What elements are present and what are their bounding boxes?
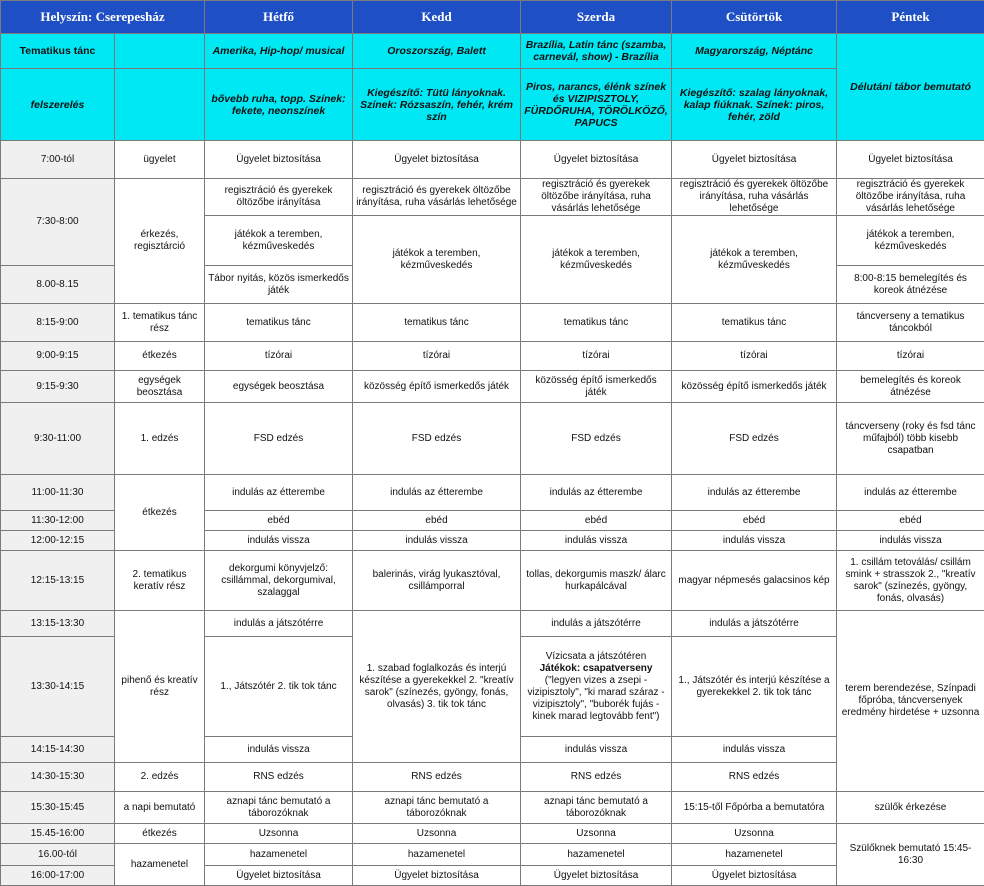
time-cell: 14:30-15:30 [1,763,115,792]
schedule-cell: dekorgumi könyvjelző: csillámmal, dekorgumival, szalaggal [205,551,353,611]
time-cell: 13:30-14:15 [1,637,115,737]
equipment-monday: bővebb ruha, topp. Színek: fekete, neonszínek [205,69,353,141]
schedule-cell: Ügyelet biztosítása [205,141,353,179]
schedule-cell: 1., Játszótér 2. tik tok tánc [205,637,353,737]
schedule-cell: tízórai [205,342,353,371]
schedule-cell: Ügyelet biztosítása [353,866,521,886]
schedule-cell: aznapi tánc bemutató a táborozóknak [521,792,672,824]
schedule-cell: indulás vissza [672,737,837,763]
equipment-row [1,69,984,141]
schedule-cell: Uzsonna [521,824,672,844]
schedule-cell: indulás vissza [205,737,353,763]
schedule-cell: Tábor nyitás, közös ismerkedős játék [205,266,353,304]
theme-wednesday: Brazília, Latin tánc (szamba, carnevál, show) - Brazília [521,34,672,69]
schedule-cell: hazamenetel [521,844,672,866]
schedule-cell: balerinás, virág lyukasztóval, csillámporral [353,551,521,611]
table-row [1,342,984,371]
schedule-cell: indulás a játszótérre [521,611,672,637]
schedule-cell: tematikus tánc [672,304,837,342]
activity-cell: 1. edzés [115,403,205,475]
schedule-cell: játékok a teremben, kézműveskedés [353,216,521,304]
day-header-wednesday: Szerda [521,1,672,34]
time-cell: 8:15-9:00 [1,304,115,342]
time-cell: 16:00-17:00 [1,866,115,886]
empty-cell [115,69,205,141]
games-text: ("legyen vizes a zsepi - vizipisztoly", "ki marad száraz - vizipisztoly", "buborék fujás - kinek marad legtovább fent") [524,675,668,723]
time-cell: 7:30-8:00 [1,179,115,266]
schedule-cell: ebéd [521,511,672,531]
table-row [1,141,984,179]
schedule-cell: RNS edzés [672,763,837,792]
table-row [1,304,984,342]
empty-cell [115,34,205,69]
schedule-cell: tízórai [353,342,521,371]
schedule-cell: indulás az étterembe [837,475,984,511]
schedule-cell: Uzsonna [672,824,837,844]
time-cell: 11:30-12:00 [1,511,115,531]
time-cell: 9:30-11:00 [1,403,115,475]
games-label: Játékok: csapatverseny [524,663,668,675]
schedule-cell: Ügyelet biztosítása [353,141,521,179]
theme-label: Tematikus tánc [1,34,115,69]
schedule-cell: tematikus tánc [521,304,672,342]
schedule-cell: indulás az étterembe [672,475,837,511]
schedule-cell: táncverseny (roky és fsd tánc műfajból) több kisebb csapatban [837,403,984,475]
activity-cell: étkezés [115,342,205,371]
activity-cell: étkezés [115,824,205,844]
schedule-cell: közösség építő ismerkedős játék [353,371,521,403]
equipment-tuesday: Kiegészítő: Tütü lányoknak. Színek: Rózsaszín, fehér, krém szín [353,69,521,141]
schedule-cell: Ügyelet biztosítása [672,866,837,886]
schedule-cell: 15:15-től Főpórba a bemutatóra [672,792,837,824]
schedule-cell: táncverseny a tematikus táncokból [837,304,984,342]
schedule-cell: Uzsonna [205,824,353,844]
schedule-cell: ebéd [205,511,353,531]
time-cell: 15.45-16:00 [1,824,115,844]
schedule-cell: játékok a teremben, kézműveskedés [837,216,984,266]
theme-friday: Délutáni tábor bemutató [837,34,984,141]
schedule-cell: Ügyelet biztosítása [521,866,672,886]
schedule-cell: FSD edzés [672,403,837,475]
schedule-cell: 1. csillám tetoválás/ csillám smink + strasszok 2., "kreatív sarok" (színezés, gyöngy, fonás, olvasás) [837,551,984,611]
schedule-cell: játékok a teremben, kézműveskedés [521,216,672,304]
schedule-cell-wednesday-water [521,637,672,737]
activity-cell: hazamenetel [115,844,205,886]
schedule-cell: aznapi tánc bemutató a táborozóknak [353,792,521,824]
equipment-label: felszerelés [1,69,115,141]
table-row [1,824,984,844]
schedule-cell: regisztráció és gyerekek öltözőbe irányítása, ruha vásárlás lehetősége [353,179,521,216]
schedule-cell: Ügyelet biztosítása [837,141,984,179]
location-header: Helyszín: Cserepesház [1,1,205,34]
schedule-cell: Uzsonna [353,824,521,844]
time-cell: 16.00-tól [1,844,115,866]
schedule-cell: indulás vissza [521,531,672,551]
schedule-cell: regisztráció és gyerekek öltözőbe irányítása, ruha vásárlás lehetősége [837,179,984,216]
activity-cell: érkezés, regisztárció [115,179,205,304]
table-row [1,792,984,824]
schedule-cell: indulás vissza [353,531,521,551]
table-row [1,371,984,403]
day-header-friday: Péntek [837,1,984,34]
table-row [1,763,984,792]
table-row [1,551,984,611]
schedule-cell: közösség építő ismerkedős játék [672,371,837,403]
schedule-cell: játékok a teremben, kézműveskedés [205,216,353,266]
theme-tuesday: Oroszország, Balett [353,34,521,69]
activity-cell: 2. tematikus keratív rész [115,551,205,611]
schedule-cell: egységek beosztása [205,371,353,403]
schedule-cell: FSD edzés [521,403,672,475]
schedule-cell: regisztráció és gyerekek öltözőbe irányítása, ruha vásárlás lehetősége [672,179,837,216]
schedule-cell: indulás a játszótérre [205,611,353,637]
activity-cell: a napi bemutató [115,792,205,824]
schedule-cell: aznapi tánc bemutató a táborozóknak [205,792,353,824]
time-cell: 12:15-13:15 [1,551,115,611]
schedule-cell: hazamenetel [205,844,353,866]
schedule-cell: RNS edzés [353,763,521,792]
water-fight-text: Vízicsata a játszótéren [524,651,668,663]
schedule-cell: közösség építő ismerkedős játék [521,371,672,403]
schedule-cell: tízórai [672,342,837,371]
schedule-cell: Ügyelet biztosítása [205,866,353,886]
time-cell: 11:00-11:30 [1,475,115,511]
activity-cell: 1. tematikus tánc rész [115,304,205,342]
time-cell: 13:15-13:30 [1,611,115,637]
table-row [1,844,984,866]
day-header-monday: Hétfő [205,1,353,34]
schedule-cell: indulás vissza [837,531,984,551]
schedule-cell: ebéd [353,511,521,531]
schedule-cell: indulás a játszótérre [672,611,837,637]
schedule-cell: ebéd [837,511,984,531]
schedule-cell: regisztráció és gyerekek öltözőbe irányítása [205,179,353,216]
schedule-cell: Szülőknek bemutató 15:45-16:30 [837,824,984,886]
schedule-cell: indulás az étterembe [521,475,672,511]
table-row [1,403,984,475]
time-cell: 7:00-tól [1,141,115,179]
time-cell: 14:15-14:30 [1,737,115,763]
time-cell: 12:00-12:15 [1,531,115,551]
schedule-cell: tízórai [837,342,984,371]
equipment-wednesday: Piros, narancs, élénk színek és VIZIPISZTOLY, FÜRDŐRUHA, TÖRÖLKÖZŐ, PAPUCS [521,69,672,141]
schedule-cell: tízórai [521,342,672,371]
activity-cell: étkezés [115,475,205,551]
schedule-cell: regisztráció és gyerekek öltözőbe irányítása, ruha vásárlás lehetősége [521,179,672,216]
day-header-thursday: Csütörtök [672,1,837,34]
schedule-cell: FSD edzés [205,403,353,475]
time-cell: 15:30-15:45 [1,792,115,824]
schedule-cell: Ügyelet biztosítása [672,141,837,179]
schedule-cell: szülők érkezése [837,792,984,824]
schedule-cell: bemelegítés és koreok átnézése [837,371,984,403]
schedule-cell: hazamenetel [672,844,837,866]
day-header-tuesday: Kedd [353,1,521,34]
time-cell: 9:00-9:15 [1,342,115,371]
schedule-cell: indulás az étterembe [205,475,353,511]
schedule-cell: RNS edzés [521,763,672,792]
schedule-cell: indulás vissza [672,531,837,551]
time-cell: 8.00-8.15 [1,266,115,304]
schedule-cell: tematikus tánc [205,304,353,342]
table-row [1,611,984,637]
schedule-cell: Ügyelet biztosítása [521,141,672,179]
schedule-cell: tematikus tánc [353,304,521,342]
schedule-cell: játékok a teremben, kézműveskedés [672,216,837,304]
table-row [1,475,984,511]
schedule-cell: indulás az étterembe [353,475,521,511]
schedule-cell: magyar népmesés galacsinos kép [672,551,837,611]
schedule-cell: FSD edzés [353,403,521,475]
schedule-cell: hazamenetel [353,844,521,866]
schedule-cell: 8:00-8:15 bemelegítés és koreok átnézése [837,266,984,304]
table-row [1,179,984,216]
schedule-cell: RNS edzés [205,763,353,792]
theme-monday: Amerika, Hip-hop/ musical [205,34,353,69]
activity-cell: ügyelet [115,141,205,179]
schedule-cell: 1., Játszótér és interjú készítése a gyerekekkel 2. tik tok tánc [672,637,837,737]
header-row [1,1,984,34]
schedule-cell: 1. szabad foglalkozás és interjú készítése a gyerekekkel 2. "kreatív sarok" (színezés, gyöngy, fonás, olvasás) 3. tik tok tánc [353,611,521,763]
activity-cell: egységek beosztása [115,371,205,403]
schedule-cell: ebéd [672,511,837,531]
activity-cell: pihenő és kreatív rész [115,611,205,763]
schedule-cell: terem berendezése, Színpadi főpróba, táncversenyek eredmény hirdetése + uzsonna [837,611,984,792]
activity-cell: 2. edzés [115,763,205,792]
theme-row [1,34,984,69]
time-cell: 9:15-9:30 [1,371,115,403]
schedule-cell: indulás vissza [521,737,672,763]
theme-thursday: Magyarország, Néptánc [672,34,837,69]
schedule-cell: indulás vissza [205,531,353,551]
schedule-cell: tollas, dekorgumis maszk/ álarc hurkapálcával [521,551,672,611]
equipment-thursday: Kiegészítő: szalag lányoknak, kalap fiúknak. Színek: piros, fehér, zöld [672,69,837,141]
